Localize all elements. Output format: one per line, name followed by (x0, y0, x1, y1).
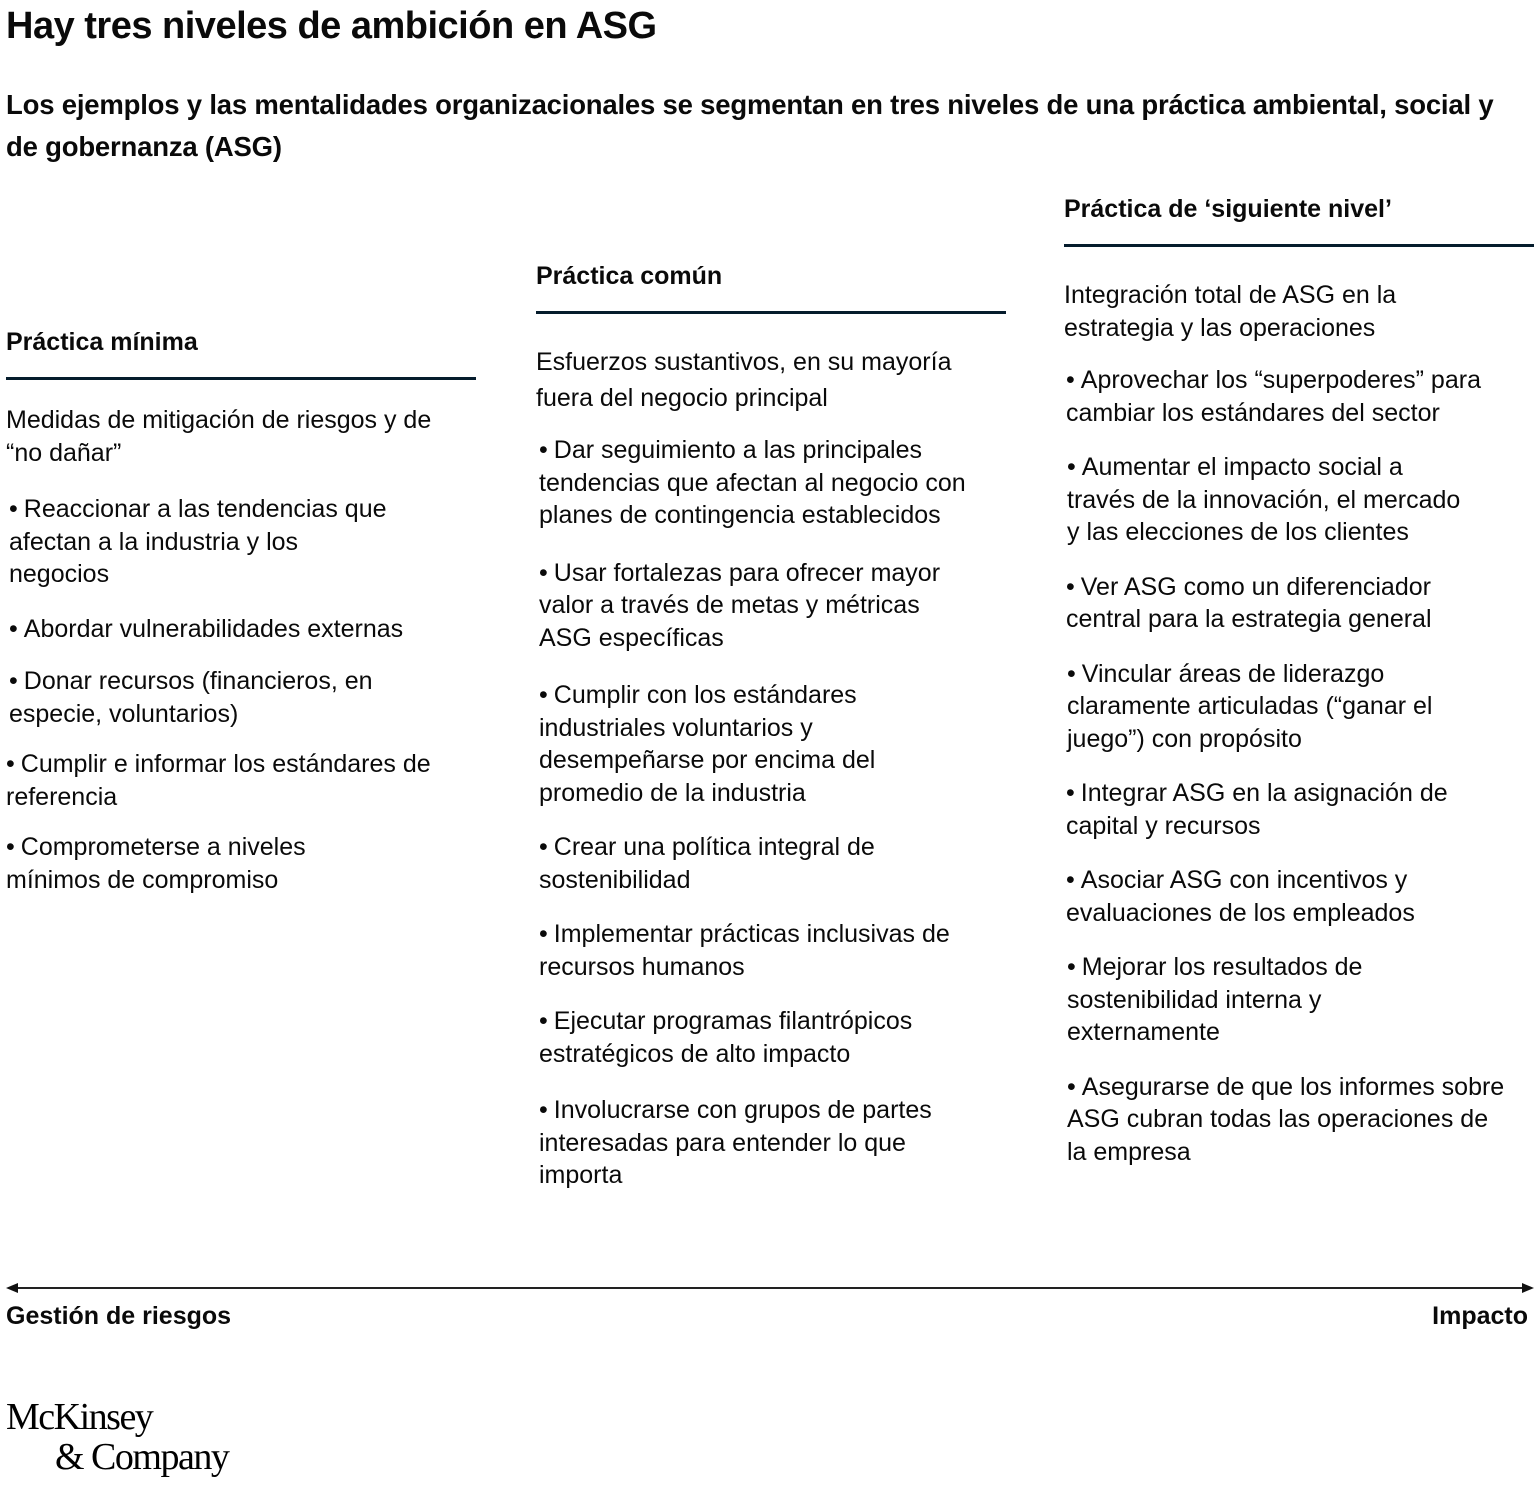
bullet-icon: • (9, 614, 18, 643)
bullet-icon: • (6, 833, 15, 861)
axis-label-left: Gestión de riesgos (6, 1302, 232, 1330)
list-item: • Ejecutar programas filantrópicos estratégicos de alto impacto (539, 1007, 913, 1068)
bullet-icon: • (1067, 953, 1076, 981)
column-heading: Práctica mínima (6, 328, 198, 356)
bullet-icon: • (539, 681, 548, 709)
bullet-icon: • (539, 436, 548, 464)
arrow-left-icon (6, 1283, 18, 1293)
bullet-icon: • (1066, 572, 1075, 601)
column-divider (6, 377, 476, 380)
list-item: • Reaccionar a las tendencias que afectan a la industria y los negocios (9, 495, 387, 588)
column-practica-comun (536, 260, 1006, 1192)
bullet-icon: • (9, 495, 18, 523)
list-item: • Dar seguimiento a las principales tendencias que afectan al negocio con planes de contingencia establecidos (539, 436, 966, 529)
list-item: • Implementar prácticas inclusivas de recursos humanos (539, 920, 950, 981)
bullet-list (536, 434, 1006, 1192)
column-lead: Integración total de ASG en la estrategia y las operaciones (1064, 281, 1397, 342)
list-item: • Donar recursos (financieros, en especie, voluntarios) (9, 667, 373, 728)
list-item: • Mejorar los resultados de sostenibilidad interna y externamente (1067, 953, 1363, 1046)
bullet-list (6, 493, 476, 896)
list-item: • Crear una política integral de sostenibilidad (539, 833, 875, 894)
page-subtitle: Los ejemplos y las mentalidades organizacionales se segmentan en tres niveles de una práctica ambiental, social y de gobernanza (ASG) (6, 89, 1494, 162)
logo-line-1: McKinsey (6, 1396, 153, 1438)
list-item: • Cumplir con los estándares industriales voluntarios y desempeñarse por encima del promedio de la industria (539, 681, 876, 807)
column-practica-minima (6, 326, 476, 896)
bullet-icon: • (539, 1096, 548, 1124)
bullet-icon: • (9, 667, 18, 695)
logo-line-2: & Company (55, 1436, 229, 1478)
bullet-icon: • (1066, 866, 1075, 894)
column-heading: Práctica de ‘siguiente nivel’ (1064, 195, 1392, 223)
bullet-icon: • (539, 833, 548, 861)
column-heading: Práctica común (536, 262, 723, 290)
bullet-icon: • (1067, 453, 1076, 481)
list-item: • Asociar ASG con incentivos y evaluaciones de los empleados (1066, 866, 1415, 927)
column-lead: Medidas de mitigación de riesgos y de “no dañar” (6, 406, 432, 467)
arrow-right-icon (1522, 1283, 1534, 1293)
bullet-icon: • (539, 1007, 548, 1035)
bullet-icon: • (539, 558, 548, 587)
list-item: • Asegurarse de que los informes sobre ASG cubran todas las operaciones de la empresa (1067, 1072, 1505, 1166)
column-divider (536, 311, 1006, 314)
list-item: • Aprovechar los “superpoderes” para cambiar los estándares del sector (1066, 366, 1481, 427)
column-lead: Esfuerzos sustantivos, en su mayoría fuera del negocio principal (536, 348, 952, 412)
column-practica-siguiente-nivel (1064, 193, 1534, 1168)
column-divider (1064, 244, 1534, 247)
list-item: • Aumentar el impacto social a través de la innovación, el mercado y las elecciones de los clientes (1067, 453, 1461, 546)
double-arrow-icon (6, 1278, 1534, 1298)
bullet-icon: • (1066, 366, 1075, 394)
bullet-icon: • (1067, 1072, 1076, 1101)
list-item: • Involucrarse con grupos de partes interesadas para entender lo que importa (539, 1096, 932, 1189)
bullet-icon: • (539, 920, 548, 948)
list-item: • Abordar vulnerabilidades externas (9, 614, 404, 643)
bullet-list (1064, 364, 1534, 1168)
mckinsey-logo (6, 1398, 228, 1476)
list-item: • Cumplir e informar los estándares de referencia (6, 750, 431, 811)
axis-label-right: Impacto (1432, 1302, 1528, 1330)
bullet-icon: • (1066, 779, 1075, 807)
list-item: • Comprometerse a niveles mínimos de compromiso (6, 833, 306, 894)
list-item: • Usar fortalezas para ofrecer mayor valor a través de metas y métricas ASG específicas (539, 558, 941, 652)
list-item: • Ver ASG como un diferenciador central para la estrategia general (1066, 572, 1432, 633)
list-item: • Vincular áreas de liderazgo claramente articuladas (“ganar el juego”) con propósito (1067, 659, 1433, 753)
page-title: Hay tres niveles de ambición en ASG (6, 5, 657, 47)
bullet-icon: • (1067, 659, 1076, 688)
bullet-icon: • (6, 750, 15, 778)
list-item: • Integrar ASG en la asignación de capital y recursos (1066, 779, 1448, 840)
